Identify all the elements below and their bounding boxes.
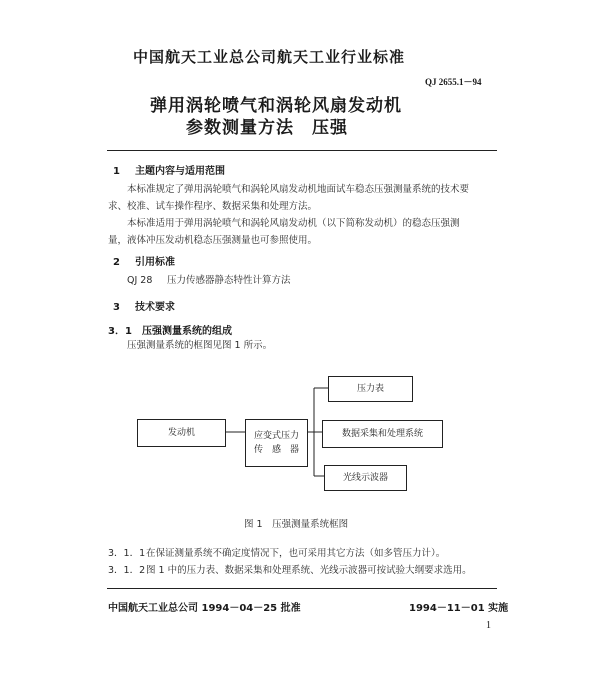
section-number: 2 (113, 257, 120, 268)
page-number: 1 (486, 620, 491, 631)
subsection-number: 3．1 (108, 326, 132, 337)
section-1-para-2-line-2: 量，液体冲压发动机稳态压强测量也可参照使用。 (108, 235, 318, 246)
section-1-para-1-line-2: 求、校准、试车操作程序、数据采集和处理方法。 (108, 201, 318, 212)
reference-title: 压力传感器静态特性计算方法 (167, 275, 291, 286)
clause-number: 3．1．2 (108, 565, 146, 576)
reference-code: QJ 28 (127, 275, 153, 286)
subsection-3-1-text: 压强测量系统的框图见图 1 所示。 (127, 340, 273, 351)
section-number: 1 (113, 166, 120, 177)
sensor-label-line-1: 应变式压力 (253, 431, 299, 441)
sensor-label-line-2: 传 感 器 (253, 445, 299, 455)
figure-1-caption: 图 1 压强测量系统框图 (244, 519, 349, 530)
daq-label: 数据采集和处理系统 (341, 429, 423, 439)
clause-text: 在保证测量系统不确定度情况下，也可采用其它方法（如多管压力计）。 (146, 548, 446, 559)
engine-box (137, 419, 226, 447)
data-acquisition-box (322, 420, 443, 448)
pressure-sensor-box (245, 419, 308, 467)
approval-date: 中国航天工业总公司 1994－04－25 批准 (108, 603, 301, 614)
document-title-line2: 参数测量方法 压强 (186, 118, 348, 138)
standard-header: 中国航天工业总公司航天工业行业标准 (133, 48, 406, 66)
document-title-line1: 弹用涡轮喷气和涡轮风扇发动机 (150, 96, 402, 116)
section-1-para-1-line-1: 本标准规定了弹用涡轮喷气和涡轮风扇发动机地面试车稳态压强测量系统的技术要 (127, 184, 470, 195)
bottom-divider (107, 588, 497, 589)
clause-text: 图 1 中的压力表、数据采集和处理系统、光线示波器可按试验大纲要求选用。 (146, 565, 472, 576)
section-1-para-2-line-1: 本标准适用于弹用涡轮喷气和涡轮风扇发动机（以下简称发动机）的稳态压强测 (127, 218, 460, 229)
engine-label: 发动机 (167, 428, 195, 438)
section-title: 主题内容与适用范围 (135, 166, 225, 177)
gauge-label: 压力表 (356, 384, 384, 394)
clause-3-1-2 (108, 562, 472, 579)
oscillograph-label: 光线示波器 (342, 473, 388, 483)
section-number: 3 (113, 302, 120, 313)
clause-3-1-1 (108, 545, 445, 562)
subsection-title: 压强测量系统的组成 (142, 326, 232, 337)
pressure-gauge-box (328, 376, 413, 402)
clause-number: 3．1．1 (108, 548, 146, 559)
section-title: 引用标准 (135, 257, 175, 268)
section-title: 技术要求 (135, 302, 175, 313)
oscillograph-box (324, 465, 407, 491)
effective-date: 1994－11－01 实施 (409, 603, 509, 614)
standard-number: QJ 2655.1－94 (425, 77, 482, 87)
